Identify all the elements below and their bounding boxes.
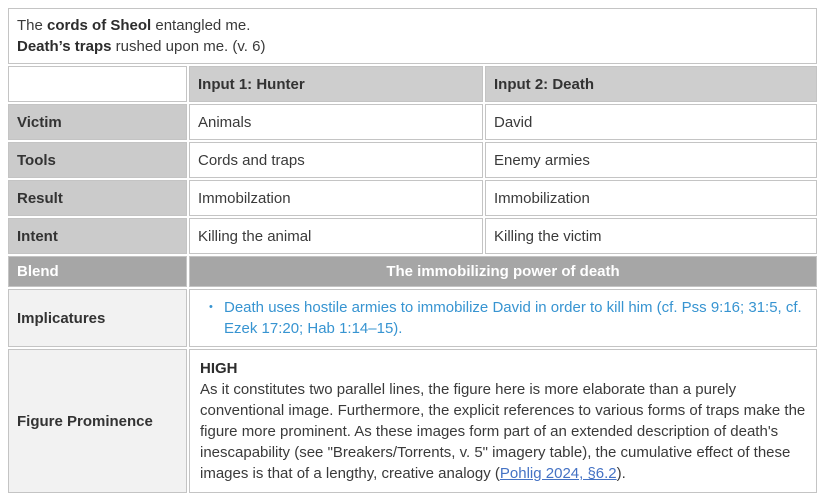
figure-prominence-level: HIGH [200, 360, 238, 377]
blend-analysis-table [6, 6, 819, 495]
intent-input2-value: Killing the victim [485, 218, 817, 254]
figure-prominence-cell [189, 349, 817, 493]
verse-quote [8, 8, 817, 64]
verse-line-1-bold: cords of Sheol [47, 17, 152, 34]
victim-input1-value: Animals [189, 104, 483, 140]
implicature-list-item [200, 297, 806, 339]
figure-prominence-body-pre: As it constitutes two parallel lines, the figure here is more elaborate than a purely conventional image. Furthermore, the explicit references to various forms of traps make the figure more prominent. As these images form part of an extended description of death's inescapability (see "Breakers/Torrents, v. 5" imagery table), the cumulative effect of these images is that of a lengthy, creative analogy ( [200, 381, 806, 482]
verse-quote-row [8, 8, 817, 64]
header-row [8, 66, 817, 102]
header-empty-cell [8, 66, 187, 102]
figure-prominence-body [200, 379, 806, 484]
table-row-intent [8, 218, 817, 254]
table-row-implicatures [8, 289, 817, 347]
result-input2-value: Immobilization [485, 180, 817, 216]
bullet-icon: • [209, 301, 213, 313]
verse-line-2-bold: Death’s traps [17, 38, 112, 55]
row-label-intent: Intent [8, 218, 187, 254]
row-label-implicatures: Implicatures [8, 289, 187, 347]
row-label-blend: Blend [8, 256, 187, 287]
blend-value: The immobilizing power of death [189, 256, 817, 287]
row-label-tools: Tools [8, 142, 187, 178]
table-row-blend [8, 256, 817, 287]
verse-line-1-pre: The [17, 17, 48, 34]
verse-line-1 [17, 15, 808, 36]
victim-input2-value: David [485, 104, 817, 140]
intent-input1-value: Killing the animal [189, 218, 483, 254]
result-input1-value: Immobilzation [189, 180, 483, 216]
implicature-text: Death uses hostile armies to immobilize David in order to kill him (cf. Pss 9:16; 31:5, cf. Ezek 17:20; Hab 1:14–15). [224, 299, 802, 337]
table-row-victim [8, 104, 817, 140]
figure-prominence-body-post: ). [616, 465, 626, 482]
row-label-victim: Victim [8, 104, 187, 140]
verse-line-2 [17, 36, 808, 57]
table-row-result [8, 180, 817, 216]
row-label-result: Result [8, 180, 187, 216]
verse-line-1-post: entangled me. [151, 17, 251, 34]
implicatures-cell [189, 289, 817, 347]
table-row-figure-prominence [8, 349, 817, 493]
verse-line-2-post: rushed upon me. (v. 6) [111, 38, 266, 55]
header-input2: Input 2: Death [485, 66, 817, 102]
row-label-figure-prominence: Figure Prominence [8, 349, 187, 493]
tools-input2-value: Enemy armies [485, 142, 817, 178]
table-row-tools [8, 142, 817, 178]
citation-link[interactable]: Pohlig 2024, §6.2 [499, 465, 617, 482]
header-input1: Input 1: Hunter [189, 66, 483, 102]
tools-input1-value: Cords and traps [189, 142, 483, 178]
